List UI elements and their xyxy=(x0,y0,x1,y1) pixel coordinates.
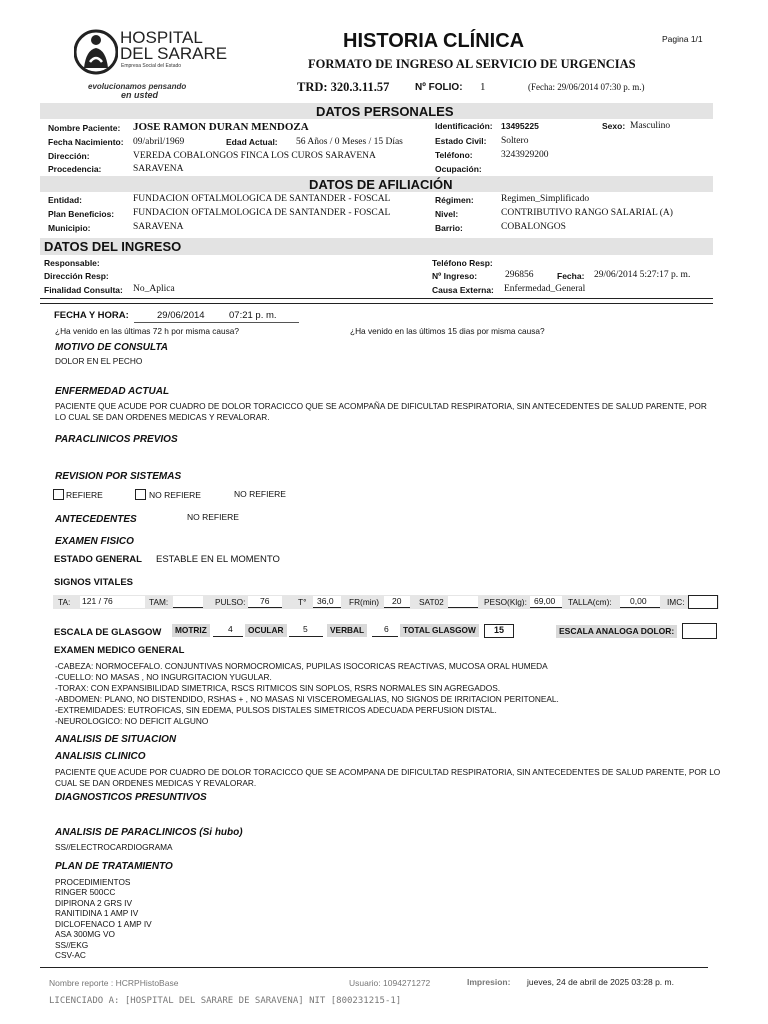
refiere-label: REFIERE xyxy=(66,490,103,500)
motriz-label: MOTRIZ xyxy=(172,624,210,637)
peso-label: PESO(Klg): xyxy=(484,597,527,607)
pulso-label: PULSO: xyxy=(215,597,246,607)
logo-line-3: Empresa Social del Estado xyxy=(121,63,182,69)
footer-usuario: Usuario: 1094271272 xyxy=(349,978,431,988)
ingreso-title: DATOS DEL INGRESO xyxy=(44,239,182,254)
municipio-label: Municipio: xyxy=(48,223,91,233)
fecha-consulta: 29/06/2014 xyxy=(157,310,205,321)
imc-field[interactable] xyxy=(688,595,718,609)
direccion-label: Dirección: xyxy=(48,151,90,161)
signos-title: SIGNOS VITALES xyxy=(54,577,134,588)
edad-value: 56 Años / 0 Meses / 15 Días xyxy=(296,137,403,147)
analisis-clinico-line-2: CUAL SE DAN ORDENES MEDICAS Y REVALORAR. xyxy=(55,778,257,788)
datos-personales-title: DATOS PERSONALES xyxy=(316,104,454,119)
page-title: HISTORIA CLÍNICA xyxy=(343,30,525,52)
numero-ingreso-value: 296856 xyxy=(505,270,534,280)
glasgow-title: ESCALA DE GLASGOW xyxy=(54,627,162,638)
ta-label: TA: xyxy=(58,597,71,607)
regimen-value: Regimen_Simplificado xyxy=(501,194,590,204)
plan-line: ASA 300MG VO xyxy=(55,929,115,939)
ta-systolic: 121 xyxy=(82,596,97,606)
fecha-ingreso-value: 29/06/2014 5:27:17 p. m. xyxy=(594,270,691,280)
divider xyxy=(40,303,713,304)
examen-line: -NEUROLOGICO: NO DEFICIT ALGUNO xyxy=(55,716,209,726)
entidad-value: FUNDACION OFTALMOLOGICA DE SANTANDER - FOSCAL xyxy=(133,194,391,204)
datos-personales-band xyxy=(40,103,713,119)
dolor-label: ESCALA ANALOGA DOLOR: xyxy=(556,625,677,638)
sexo-value: Masculino xyxy=(630,121,671,131)
pulso-field[interactable]: 76 xyxy=(248,596,282,608)
tam-label: TAM: xyxy=(149,597,169,607)
plan-line: CSV-AC xyxy=(55,950,86,960)
nivel-label: Nivel: xyxy=(435,209,459,219)
numero-ingreso-label: Nº Ingreso: xyxy=(432,271,478,281)
examen-line: -EXTREMIDADES: EUTROFICAS, SIN EDEMA, PULSOS DISTALES SIMETRICOS ADECUADA PERFUSION DISTAL. xyxy=(55,705,497,715)
finalidad-label: Finalidad Consulta: xyxy=(44,285,123,295)
analisis-situacion-title: ANALISIS DE SITUACION xyxy=(55,734,177,745)
fr-field[interactable]: 20 xyxy=(384,596,410,608)
sat-label: SAT02 xyxy=(419,597,444,607)
no-refiere-checkbox[interactable] xyxy=(135,489,146,500)
edad-label: Edad Actual: xyxy=(226,137,278,147)
motriz-value[interactable]: 4 xyxy=(213,624,243,637)
ocupacion-label: Ocupación: xyxy=(435,164,482,174)
refiere-checkbox[interactable] xyxy=(53,489,64,500)
enfermedad-title: ENFERMEDAD ACTUAL xyxy=(55,386,170,397)
verbal-label: VERBAL xyxy=(327,624,367,637)
no-refiere-label: NO REFIERE xyxy=(149,490,201,500)
hora-consulta: 07:21 p. m. xyxy=(229,310,277,321)
telefono-label: Teléfono: xyxy=(435,150,473,160)
motivo-value: DOLOR EN EL PECHO xyxy=(55,356,143,366)
temperatura-field[interactable]: 36,0 xyxy=(313,596,341,608)
analisis-paraclinicos-value: SS//ELECTROCARDIOGRAMA xyxy=(55,842,173,852)
fecha-ingreso-label: Fecha: xyxy=(557,271,585,281)
footer-impresion-value: jueves, 24 de abril de 2025 03:28 p. m. xyxy=(527,977,674,987)
dolor-field[interactable] xyxy=(682,623,717,639)
trd-code: TRD: 320.3.11.57 xyxy=(297,80,390,94)
analisis-paraclinicos-title: ANALISIS DE PARACLINICOS (Si hubo) xyxy=(55,827,243,838)
plan-label: Plan Beneficios: xyxy=(48,209,115,219)
temperatura-label: T° xyxy=(298,597,307,607)
tam-field[interactable] xyxy=(173,596,203,608)
examen-medico-title: EXAMEN MEDICO GENERAL xyxy=(54,645,185,656)
nivel-value: CONTRIBUTIVO RANGO SALARIAL (A) xyxy=(501,208,673,218)
verbal-value[interactable]: 6 xyxy=(372,624,398,637)
talla-label: TALLA(cm): xyxy=(568,597,612,607)
estado-general-label: ESTADO GENERAL xyxy=(54,554,142,565)
telefono-resp-label: Teléfono Resp: xyxy=(432,258,493,268)
total-glasgow-label: TOTAL GLASGOW xyxy=(400,624,479,637)
estado-civil-label: Estado Civil: xyxy=(435,136,487,146)
direccion-resp-label: Dirección Resp: xyxy=(44,271,109,281)
estado-civil-value: Soltero xyxy=(501,136,529,146)
peso-field[interactable]: 69,00 xyxy=(530,596,562,608)
plan-line: RINGER 500CC xyxy=(55,887,116,897)
examen-line: -CABEZA: NORMOCEFALO. CONJUNTIVAS NORMOCROMICAS, PUPILAS ISOCORICAS REACTIVAS, MUCOSA ORAL HUMEDA xyxy=(55,661,548,671)
plan-title: PLAN DE TRATAMIENTO xyxy=(55,861,173,872)
barrio-value: COBALONGOS xyxy=(501,222,566,232)
barrio-label: Barrio: xyxy=(435,223,463,233)
regimen-label: Régimen: xyxy=(435,195,474,205)
divider xyxy=(40,298,713,299)
analisis-clinico-line-1: PACIENTE QUE ACUDE POR CUADRO DE DOLOR TORACICCO QUE SE ACOMPANA DE DIFICULTAD RESPIRATORIA, SIN ANTECEDENTES DE SALUD PARENTE, POR LO xyxy=(55,767,721,777)
enfermedad-line-2: LO CUAL SE DAN ORDENES MEDICAS Y REVALORAR. xyxy=(55,412,270,422)
footer-divider xyxy=(40,967,708,968)
responsable-label: Responsable: xyxy=(44,258,100,268)
examen-line: -TORAX: CON EXPANSIBILIDAD SIMETRICA, RSCS RITMICOS SIN SOPLOS, RSRS NORMALES SIN AGREGADOS. xyxy=(55,683,501,693)
imc-label: IMC: xyxy=(667,597,685,607)
slogan-2: en usted xyxy=(121,90,159,100)
nacimiento-label: Fecha Nacimiento: xyxy=(48,137,124,147)
footer-impresion-label: Impresion: xyxy=(467,977,511,987)
nombre-value: JOSE RAMON DURAN MENDOZA xyxy=(133,121,309,133)
logo-line-1: HOSPITAL xyxy=(120,28,203,47)
ta-field[interactable] xyxy=(80,596,145,608)
plan-line: RANITIDINA 1 AMP IV xyxy=(55,908,139,918)
folio-value: 1 xyxy=(480,81,486,93)
sat-field[interactable] xyxy=(448,596,478,608)
finalidad-value: No_Aplica xyxy=(133,284,175,294)
ident-value: 13495225 xyxy=(501,121,539,131)
ta-diastolic: 76 xyxy=(103,596,113,606)
plan-line: DIPIRONA 2 GRS IV xyxy=(55,898,132,908)
plan-value: FUNDACION OFTALMOLOGICA DE SANTANDER - FOSCAL xyxy=(133,208,391,218)
causa-label: Causa Externa: xyxy=(432,285,494,295)
analisis-clinico-title: ANALISIS CLINICO xyxy=(55,751,146,762)
fr-label: FR(min) xyxy=(349,597,379,607)
ocular-value[interactable]: 5 xyxy=(289,624,323,637)
fecha-underline xyxy=(134,322,299,323)
sexo-label: Sexo: xyxy=(602,121,626,131)
telefono-value: 3243929200 xyxy=(501,150,549,160)
total-glasgow-value[interactable]: 15 xyxy=(484,624,514,638)
nombre-label: Nombre Paciente: xyxy=(48,123,121,133)
revision-title: REVISION POR SISTEMAS xyxy=(55,471,182,482)
antecedentes-title: ANTECEDENTES xyxy=(55,514,137,525)
procedencia-label: Procedencia: xyxy=(48,164,102,174)
footer-licencia: LICENCIADO A: [HOSPITAL DEL SARARE DE SARAVENA] NIT [800231215-1] xyxy=(49,996,402,1006)
revision-value: NO REFIERE xyxy=(234,489,286,499)
examen-line: -CUELLO: NO MASAS , NO INGURGITACION YUGULAR. xyxy=(55,672,272,682)
procedencia-value: SARAVENA xyxy=(133,164,184,174)
fecha-hora-label: FECHA Y HORA: xyxy=(54,310,129,321)
diagnosticos-title: DIAGNOSTICOS PRESUNTIVOS xyxy=(55,792,207,803)
causa-value: Enfermedad_General xyxy=(504,284,586,294)
direccion-value: VEREDA COBALONGOS FINCA LOS CUROS SARAVENA xyxy=(133,151,376,161)
enfermedad-line-1: PACIENTE QUE ACUDE POR CUADRO DE DOLOR TORACICCO QUE SE ACOMPAÑA DE DIFICULTAD RESPIRATORIA, SIN ANTECEDENTES DE SALUD PARENTE, POR xyxy=(55,401,707,411)
motivo-title: MOTIVO DE CONSULTA xyxy=(55,342,168,353)
page-number: Pagina 1/1 xyxy=(662,34,703,44)
estado-general-value: ESTABLE EN EL MOMENTO xyxy=(156,554,280,565)
ta-separator: / xyxy=(98,596,101,606)
plan-line: SS//EKG xyxy=(55,940,89,950)
logo-line-2: DEL SARARE xyxy=(120,44,228,63)
plan-line: PROCEDIMIENTOS xyxy=(55,877,131,887)
plan-line: DICLOFENACO 1 AMP IV xyxy=(55,919,152,929)
nacimiento-value: 09/abril/1969 xyxy=(133,137,185,147)
examen-line: -ABDOMEN: PLANO, NO DISTENDIDO, RSHAS + , NO MASAS NI VISCEROMEGALIAS, NO SIGNOS DE IRRITACION PERITONEAL. xyxy=(55,694,559,704)
examen-fisico-title: EXAMEN FISICO xyxy=(55,536,134,547)
ocular-label: OCULAR xyxy=(245,624,287,637)
footer-reporte: Nombre reporte : HCRPHistoBase xyxy=(49,978,179,988)
hospital-logo xyxy=(74,28,228,82)
municipio-value: SARAVENA xyxy=(133,222,184,232)
hospital-logo-icon xyxy=(74,28,118,76)
pregunta-72h: ¿Ha venido en las últimas 72 h por misma causa? xyxy=(55,326,240,336)
antecedentes-value: NO REFIERE xyxy=(187,512,239,522)
folio-label: Nº FOLIO: xyxy=(415,82,463,93)
header-date: (Fecha: 29/06/2014 07:30 p. m.) xyxy=(528,82,645,92)
ingreso-band xyxy=(40,238,713,255)
page-subtitle: FORMATO DE INGRESO AL SERVICIO DE URGENCIAS xyxy=(308,57,636,71)
slogan-1: evolucionamos pensando xyxy=(88,82,187,91)
entidad-label: Entidad: xyxy=(48,195,82,205)
afiliacion-title: DATOS DE AFILIACIÓN xyxy=(309,177,453,192)
paraclinicos-title: PARACLINICOS PREVIOS xyxy=(55,434,178,445)
ident-label: Identificación: xyxy=(435,121,493,131)
talla-field[interactable]: 0,00 xyxy=(620,596,660,608)
afiliacion-band xyxy=(40,176,713,192)
pregunta-15dias: ¿Ha venido en las últimos 15 dias por misma causa? xyxy=(350,326,545,336)
